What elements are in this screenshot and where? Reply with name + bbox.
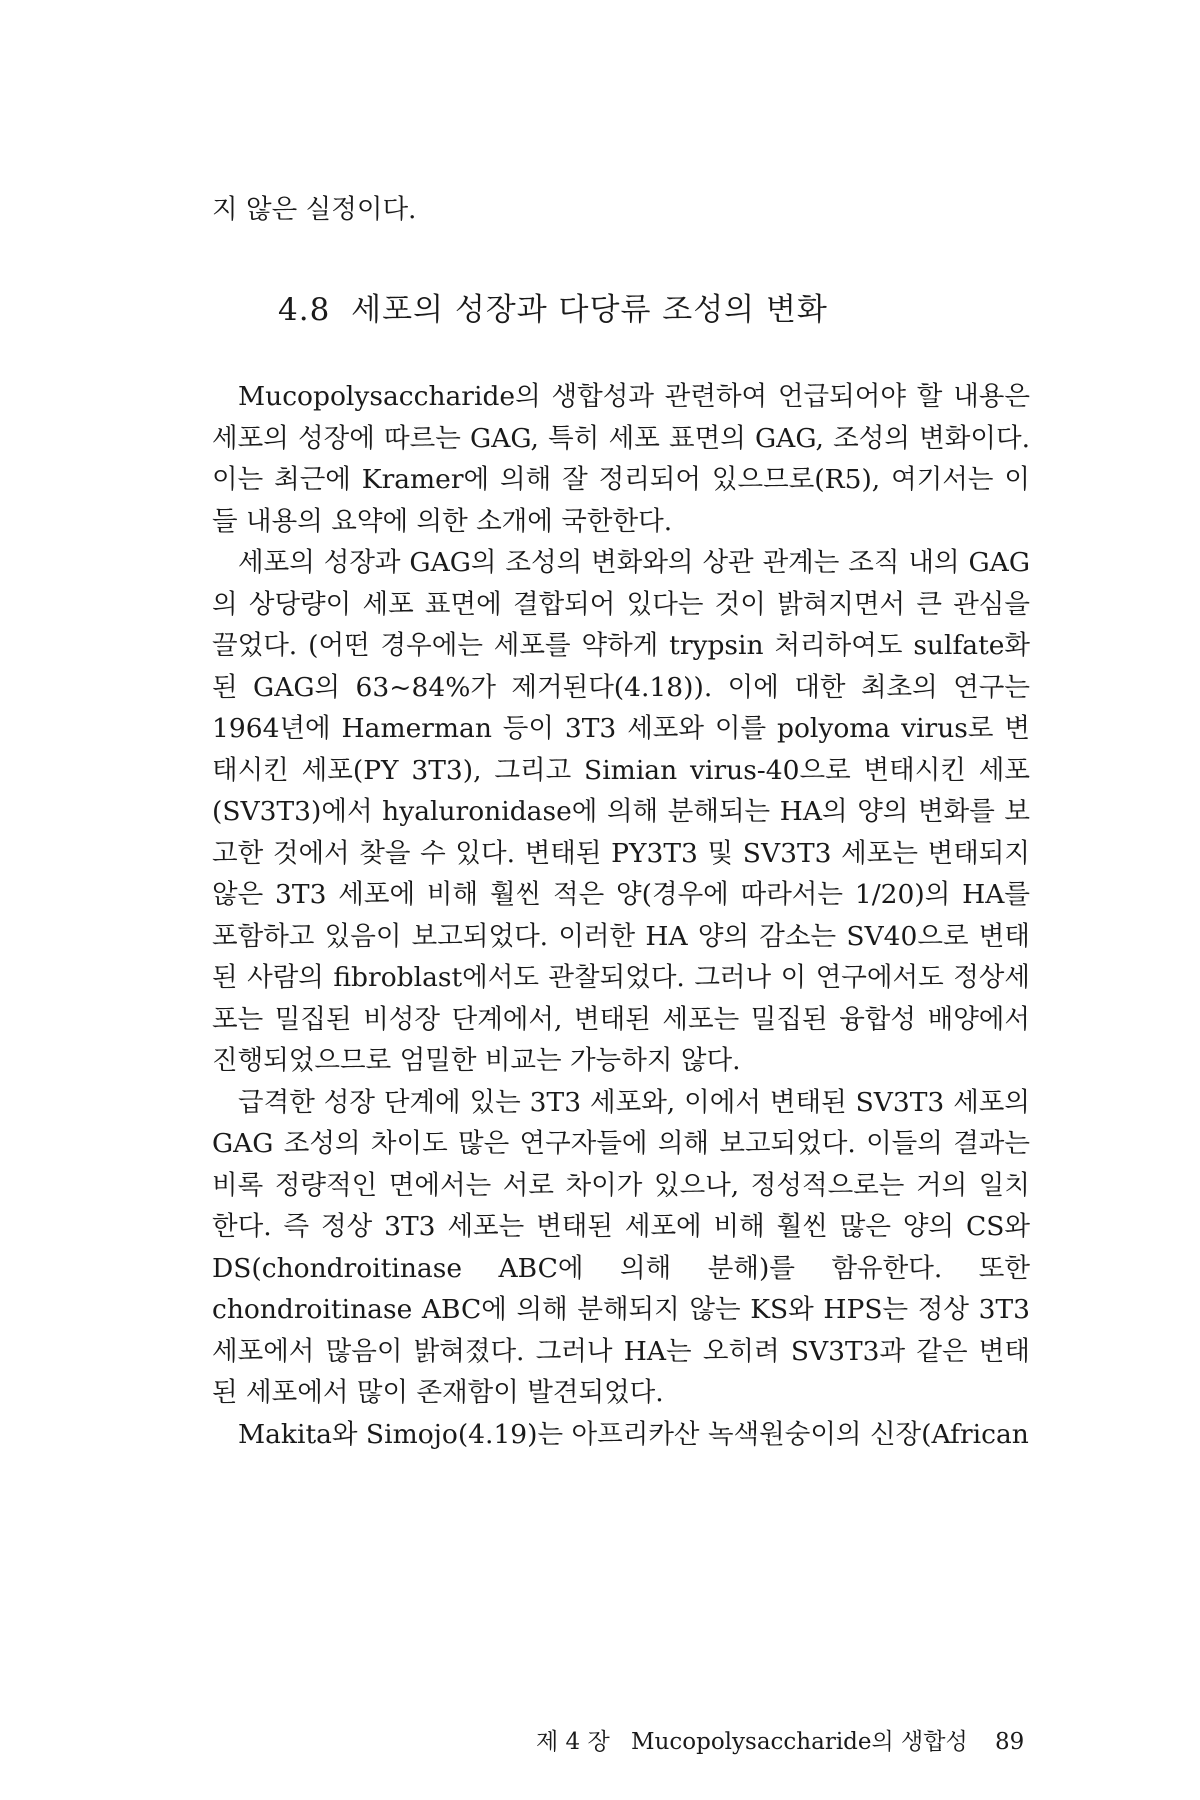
footer-chapter: 제 4 장 xyxy=(536,1729,610,1755)
paragraph-1: Mucopolysaccharide의 생합성과 관련하여 언급되어야 할 내용은 세포의 성장에 따르는 GAG, 특히 세포 표면의 GAG, 조성의 변화이다. 이는 최근에 Kramer에 의해 잘 정리되어 있으므로(R5), 여기서는 이들 내용의 요약에 의한 소개에 국한한다. xyxy=(212,381,1030,537)
section-number: 4.8 xyxy=(278,292,331,328)
paragraph-3: 급격한 성장 단계에 있는 3T3 세포와, 이에서 변태된 SV3T3 세포의 GAG 조성의 차이도 많은 연구자들에 의해 보고되었다. 이들의 결과는 비록 정량적인 면에서는 서로 차이가 있으나, 정성적으로는 거의 일치한다. 즉 정상 3T3 세포는 변태된 세포에 비해 훨씬 많은 양의 CS와 DS(chondroitinase ABC에 의해 분해)를 함유한다. 또한 chondroitinase ABC에 의해 분해되지 않는 KS와 HPS는 정상 3T3 세포에서 많음이 밝혀졌다. 그러나 HA는 오히려 SV3T3과 같은 변태된 세포에서 많이 존재함이 발견되었다. xyxy=(212,1086,1030,1408)
page-number: 89 xyxy=(995,1729,1025,1755)
footer-title: Mucopolysaccharide의 생합성 xyxy=(631,1729,968,1755)
body-text xyxy=(212,376,1030,1455)
opening-line: 지 않은 실정이다. xyxy=(212,194,417,225)
paragraph-4: Makita와 Simojo(4.19)는 아프리카산 녹색원숭이의 신장(African xyxy=(238,1418,1029,1450)
page-footer xyxy=(536,1725,1024,1759)
section-title: 세포의 성장과 다당류 조성의 변화 xyxy=(351,292,828,328)
section-heading xyxy=(278,288,828,332)
paragraph-2: 세포의 성장과 GAG의 조성의 변화와의 상관 관계는 조직 내의 GAG의 상당량이 세포 표면에 결합되어 있다는 것이 밝혀지면서 큰 관심을 끌었다. (어떤 경우에는 세포를 약하게 trypsin 처리하여도 sulfate화된 GAG의 63~84%가 제거된다(4.18)). 이에 대한 최초의 연구는 1964년에 Hamerman 등이 3T3 세포와 이를 polyoma virus로 변태시킨 세포(PY 3T3), 그리고 Simian virus-40으로 변태시킨 세포(SV3T3)에서 hyaluronidase에 의해 분해되는 HA의 양의 변화를 보고한 것에서 찾을 수 있다. 변태된 PY3T3 및 SV3T3 세포는 변태되지 않은 3T3 세포에 비해 훨씬 적은 양(경우에 따라서는 1/20)의 HA를 포함하고 있음이 보고되었다. 이러한 HA 양의 감소는 SV40으로 변태된 사람의 fibroblast에서도 관찰되었다. 그러나 이 연구에서도 정상세포는 밀집된 비성장 단계에서, 변태된 세포는 밀집된 융합성 배양에서 진행되었으므로 엄밀한 비교는 가능하지 않다. xyxy=(212,547,1030,1076)
